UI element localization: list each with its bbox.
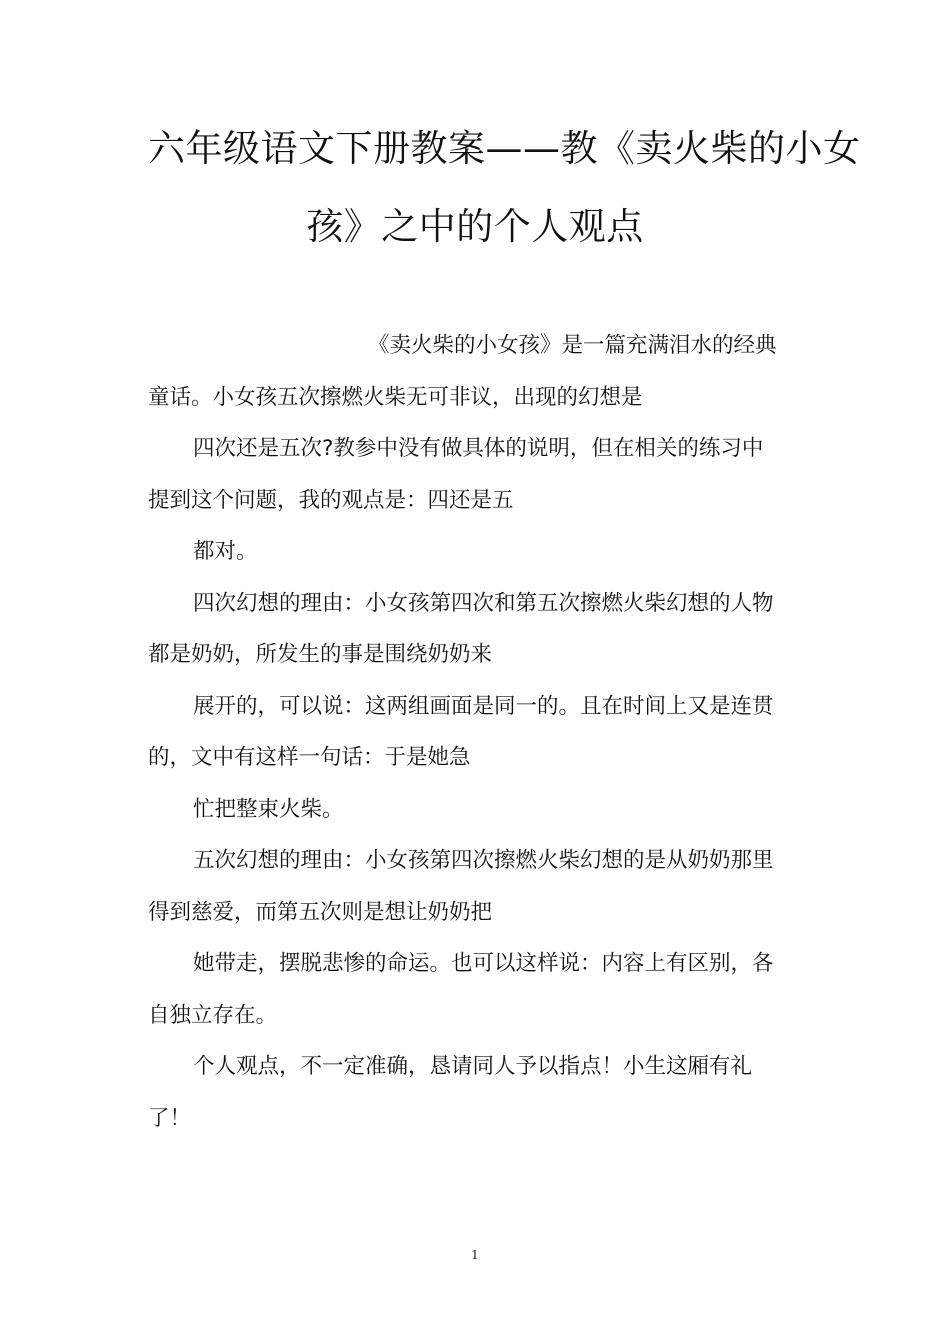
paragraph-line: 个人观点，不一定准确，恳请同人予以指点！小生这厢有礼: [193, 1054, 753, 1079]
paragraph-line: 自独立存在。: [148, 1002, 278, 1028]
title-line-1: 六年级语文下册教案——教《卖火柴的小女: [148, 127, 861, 170]
paragraph-line: 得到慈爱，而第五次则是想让奶奶把: [148, 899, 493, 925]
paragraph-line: 她带走，摆脱悲惨的命运。也可以这样说：内容上有区别，各: [193, 951, 774, 976]
paragraph-line: 四次还是五次?教参中没有做具体的说明，但在相关的练习中: [193, 436, 764, 461]
document-title: [148, 110, 861, 266]
paragraph-line: 童话。小女孩五次擦燃火柴无可非议，出现的幻想是: [148, 384, 643, 410]
paragraph-line: 《卖火柴的小女孩》是一篇充满泪水的经典: [368, 333, 777, 358]
paragraph-line: 了！: [148, 1105, 192, 1131]
paragraph-line: 都是奶奶，所发生的事是围绕奶奶来: [148, 642, 493, 667]
paragraph-line: 忙把整束火柴。: [193, 796, 344, 822]
paragraph-line: 都对。: [193, 539, 258, 564]
paragraph-line: 的，文中有这样一句话：于是她急: [148, 745, 471, 770]
paragraph-line: 展开的，可以说：这两组画面是同一的。且在时间上又是连贯: [193, 693, 774, 719]
paragraph-line: 五次幻想的理由：小女孩第四次擦燃火柴幻想的是从奶奶那里: [193, 848, 774, 873]
paragraph-line: 四次幻想的理由：小女孩第四次和第五次擦燃火柴幻想的人物: [193, 590, 774, 616]
document-body: [148, 320, 802, 1144]
page-number: 1: [471, 1248, 479, 1262]
title-line-2: 孩》之中的个人观点: [306, 205, 644, 248]
paragraph-line: 提到这个问题，我的观点是：四还是五: [148, 487, 514, 513]
